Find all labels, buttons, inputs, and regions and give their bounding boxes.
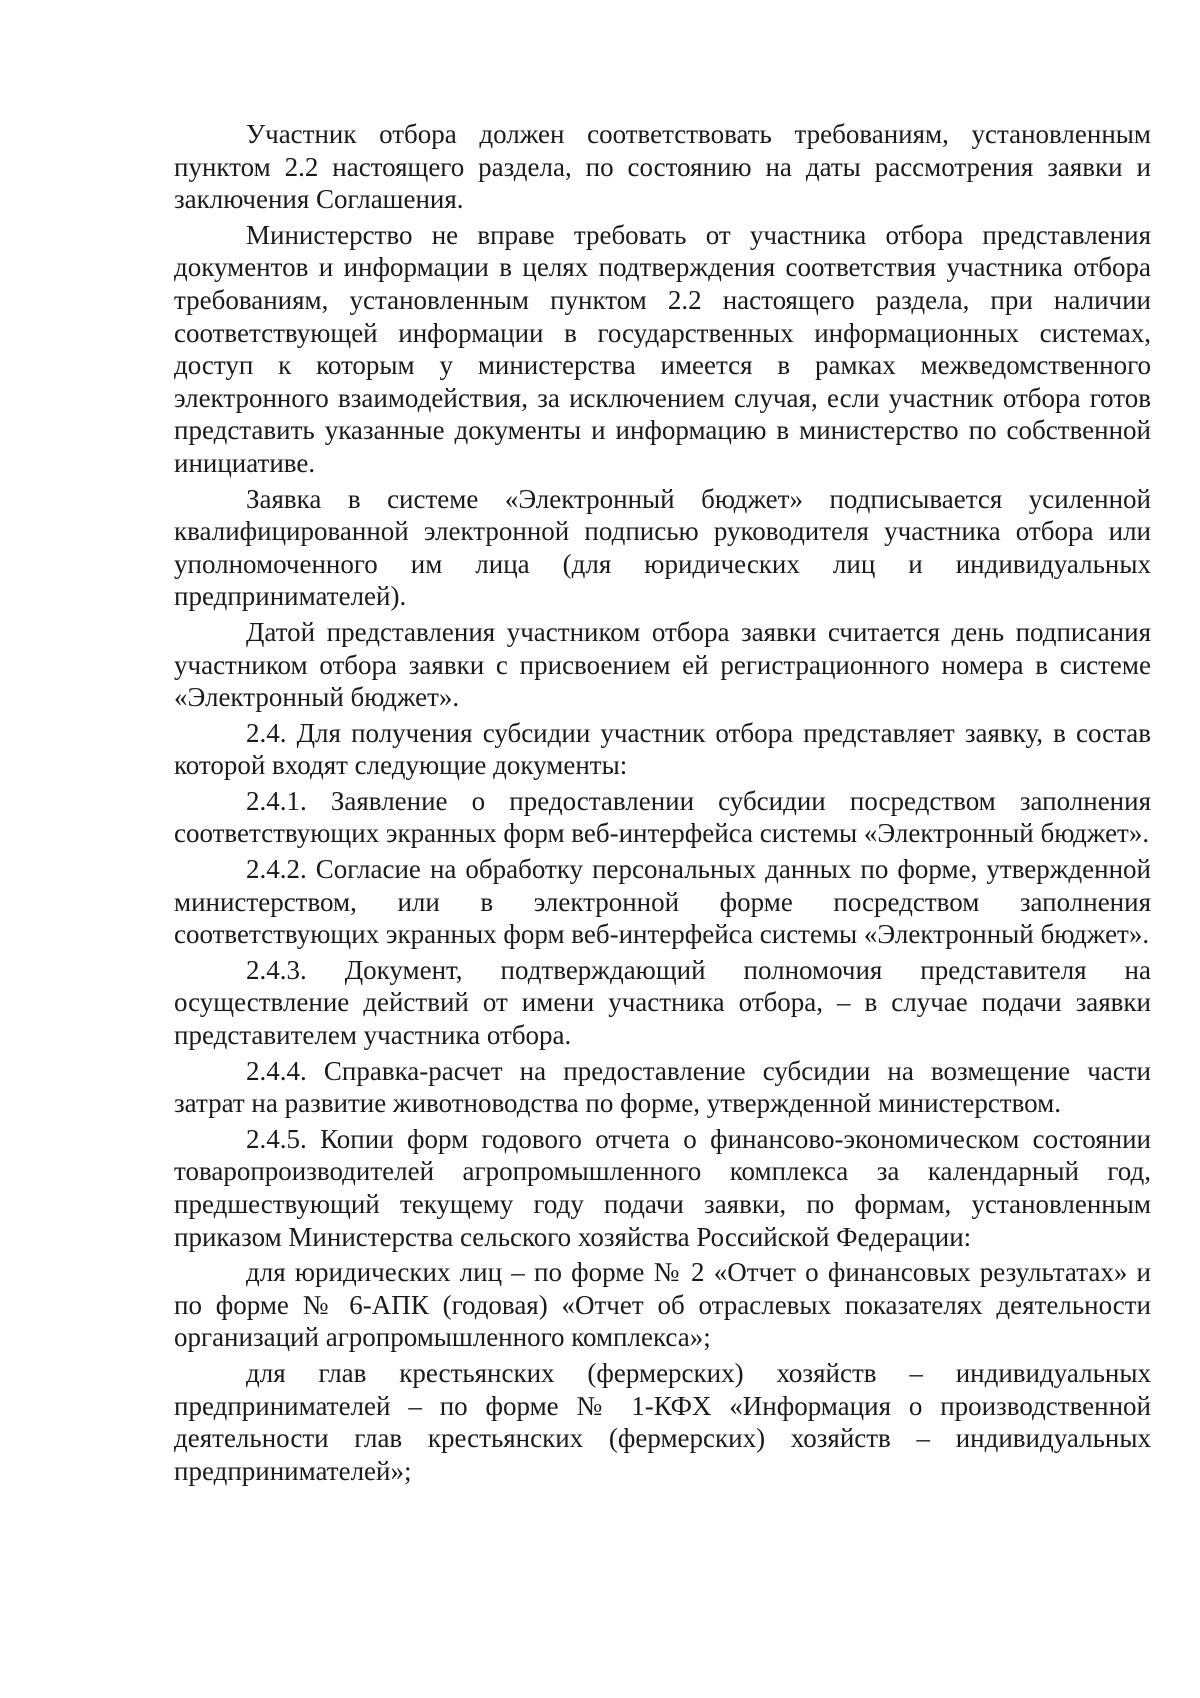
document-page <box>174 118 1151 1490</box>
paragraph-2-4: 2.4. Для получения субсидии участник отбора представляет заявку, в состав которой входят следующие документы: <box>174 717 1151 781</box>
paragraph-ministry-restrictions: Министерство не вправе требовать от участника отбора представления документов и информации в целях подтверждения соответствия участника отбора требованиям, установленным пунктом 2.2 настоящего раздела, при наличии соответствующей информации в государственных информационных системах, доступ к которым у министерства имеется в рамках межведомственного электронного взаимодействия, за исключением случая, если участник отбора готов представить указанные документы и информацию в министерство по собственной инициативе. <box>174 219 1151 478</box>
paragraph-submission-date: Датой представления участником отбора заявки считается день подписания участником отбора заявки с присвоением ей регистрационного номера в системе «Электронный бюджет». <box>174 616 1151 713</box>
paragraph-legal-entities: для юридических лиц – по форме № 2 «Отчет о финансовых результатах» и по форме № 6-АПК (годовая) «Отчет об отраслевых показателях деятельности организаций агропромышленного комплекса»; <box>174 1257 1151 1353</box>
paragraph-2-4-5: 2.4.5. Копии форм годового отчета о финансово-экономическом состоянии товаропроизводителей агропромышленного комплекса за календарный год, предшествующий текущему году подачи заявки, по формам, установленным приказом Министерства сельского хозяйства Российской Федерации: <box>174 1123 1151 1252</box>
paragraph-2-4-2: 2.4.2. Согласие на обработку персональных данных по форме, утвержденной министерством, или в электронной форме посредством заполнения соответствующих экранных форм веб-интерфейса системы «Электронный бюджет». <box>174 854 1151 950</box>
paragraph-requirements-compliance: Участник отбора должен соответствовать требованиям, установленным пунктом 2.2 настоящего раздела, по состоянию на даты рассмотрения заявки и заключения Соглашения. <box>174 119 1151 215</box>
paragraph-farm-heads: для глав крестьянских (фермерских) хозяйств – индивидуальных предпринимателей – по форме № 1-КФХ «Информация о производственной деятельности глав крестьянских (фермерских) хозяйств – индивидуальных предпринимателей»; <box>174 1357 1151 1486</box>
paragraph-2-4-1: 2.4.1. Заявление о предоставлении субсидии посредством заполнения соответствующих экранных форм веб-интерфейса системы «Электронный бюджет». <box>174 785 1151 849</box>
paragraph-2-4-4: 2.4.4. Справка-расчет на предоставление субсидии на возмещение части затрат на развитие животноводства по форме, утвержденной министерством. <box>174 1055 1151 1119</box>
paragraph-2-4-3: 2.4.3. Документ, подтверждающий полномочия представителя на осуществление действий от имени участника отбора, – в случае подачи заявки представителем участника отбора. <box>174 954 1151 1051</box>
paragraph-electronic-signature: Заявка в системе «Электронный бюджет» подписывается усиленной квалифицированной электронной подписью руководителя участника отбора или уполномоченного им лица (для юридических лиц и индивидуальных предпринимателей). <box>174 483 1151 612</box>
